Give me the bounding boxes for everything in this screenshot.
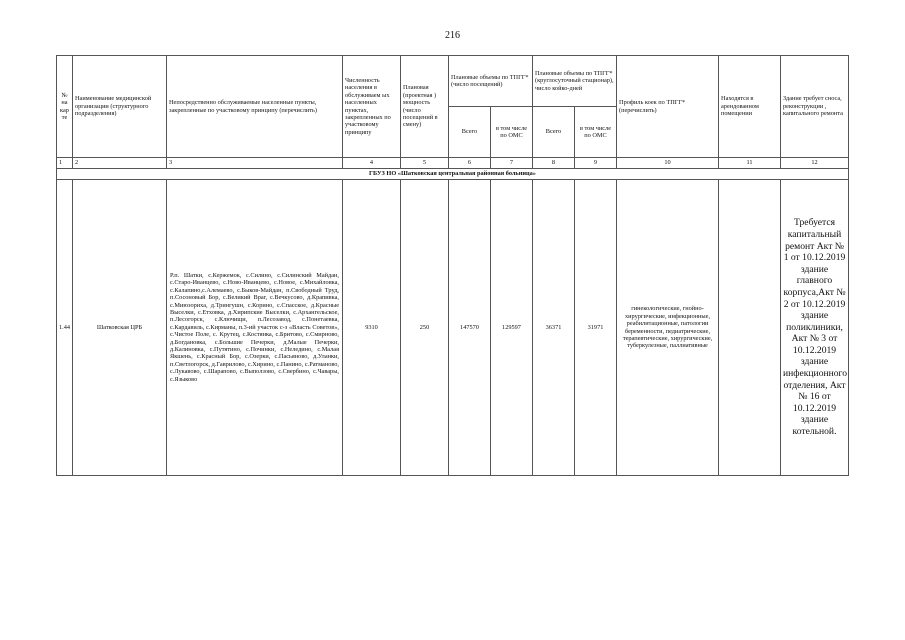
header-beddays-oms: в том числе по ОМС — [575, 107, 617, 158]
header-beddays-group: Плановые объемы по ТПГГ* (круглосуточный стационар), число койко-дней — [533, 56, 617, 107]
column-number: 9 — [575, 158, 617, 169]
row-visits-oms: 129597 — [491, 180, 533, 476]
header-places: Непосредственно обслуживаемые населенные пункты, закрепленные по участковому принципу (перечислить) — [167, 56, 343, 158]
row-beddays-oms: 31971 — [575, 180, 617, 476]
row-capacity: 250 — [401, 180, 449, 476]
header-visits-total: Всего — [449, 107, 491, 158]
header-repair: Здание требует сноса, реконструкции , капитального ремонта — [781, 56, 849, 158]
row-rented — [719, 180, 781, 476]
column-number: 5 — [401, 158, 449, 169]
row-number: 1.44 — [57, 180, 73, 476]
row-visits-total: 147570 — [449, 180, 491, 476]
row-places: Р.п. Шатки, с.Кержемок, с.Силино, с.Силинский Майдан, с.Старо-Иванцево, с.Ново-Иванцево, с.Новое, с.Михайловка, с.Калапино,с.Алемаево, с.Быков-Майдан, п.Свободный Труд, п.Сосоновый Бор, с.Великий Враг, с.Вечкусово, д.Крапивка, с.Миюзориха, д.Трингушн, с.Корино, с.Спасское, д.Красные Выселки, с.Етховка, д.Хирипские Выселки, с.Архангельское, п.Лесогорск, с.Ключищи, п.Лесозавод, с.Понетаевка, с.Кардавиль, с.Кирманы, п.3-ий участок с-з «Власть Советов», с.Чистое Поле, с. Крутец, с.Костянка, с.Бритово, с.Смирново, д.Богдановка, с.Большие Печерки, д.Малые Печерки, д.Калиновка, с.Путятино, с.Починки, с.Неледино, с.Малая Якшень, с.Красный Бор, с.Озерки, с.Пасьяново, д.Уланки, п.Светлогорск, д.Гаврилово, с.Хирино, с.Панино, с.Ратманово, с.Лукавово, с.Шарапово, с.Выползово, с.Свербино, с.Чавары, с.Языково — [167, 180, 343, 476]
header-org-name: Наименование медицинской организации (структурного подразделения) — [73, 56, 167, 158]
medical-facilities-table — [56, 55, 849, 476]
column-number: 8 — [533, 158, 575, 169]
header-row-1 — [57, 56, 849, 107]
header-beddays-total: Всего — [533, 107, 575, 158]
column-number-row — [57, 158, 849, 169]
row-repair: Требуется капитальный ремонт Акт № 1 от 10.12.2019 здание главного корпуса,Акт № 2 от 10.12.2019 здание поликлиники, Акт № 3 от 10.12.2019 здание инфекционного отделения, Акт № 16 от 10.12.2019 здание котельной. — [781, 180, 849, 476]
row-beddays-total: 36371 — [533, 180, 575, 476]
header-population: Численность населения в обслуживаем ых населенных пунктах, закрепленных по участковому принципу — [343, 56, 401, 158]
section-title-row — [57, 169, 849, 180]
column-number: 10 — [617, 158, 719, 169]
page-number: 216 — [445, 30, 460, 41]
header-profile: Профиль коек по ТПГГ* (перечислить) — [617, 56, 719, 158]
column-number: 6 — [449, 158, 491, 169]
column-number: 1 — [57, 158, 73, 169]
header-no: № на кар те — [57, 56, 73, 158]
column-number: 12 — [781, 158, 849, 169]
column-number: 7 — [491, 158, 533, 169]
column-number: 2 — [73, 158, 167, 169]
header-visits-group: Плановые объемы по ТПГГ* (число посещений) — [449, 56, 533, 107]
header-visits-oms: в том числе по ОМС — [491, 107, 533, 158]
section-title: ГБУЗ НО «Шатковская центральная районная больница» — [57, 169, 849, 180]
row-population: 9310 — [343, 180, 401, 476]
header-rented: Находятся в арендованном помещении — [719, 56, 781, 158]
row-profile: гинекологические, гнойно-хирургические, инфекционные, реабилитационные, патологии беременности, педиатрические, терапевтические, хирургические, туберкулезные, паллиативные — [617, 180, 719, 476]
column-number: 3 — [167, 158, 343, 169]
column-number: 11 — [719, 158, 781, 169]
row-org-name: Шатковская ЦРБ — [73, 180, 167, 476]
column-number: 4 — [343, 158, 401, 169]
header-capacity: Плановая (проектная ) мощность (число посещений в смену) — [401, 56, 449, 158]
table-row — [57, 180, 849, 476]
